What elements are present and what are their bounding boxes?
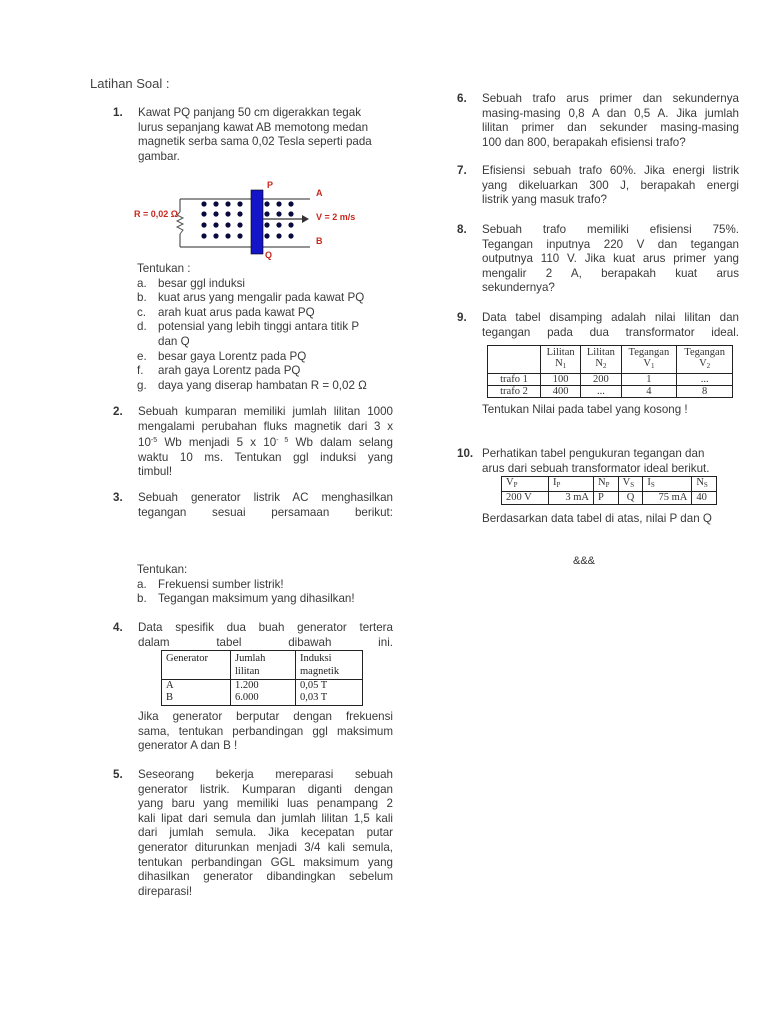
sub-item: c. arah kuat arus pada kawat PQ <box>137 305 315 319</box>
velocity-label: V = 2 m/s <box>316 212 356 222</box>
tentukan-label: Tentukan : <box>137 262 191 275</box>
table-cell: A <box>162 680 231 693</box>
magnetic-field-diagram <box>134 178 374 262</box>
table-cell: 1.200 <box>231 680 296 693</box>
question-number: 7. <box>457 164 467 177</box>
question-number: 2. <box>113 405 123 418</box>
question-8: 8. Sebuah trafo memiliki efisiensi 75%. Tegangan inputnya 220 V dan tegangan outputnya 110 V. Jika kuat arus primer yang mengalir 2 A, berapakah kuat arus sekundernya? <box>457 223 739 295</box>
resistor-label: R = 0,02 Ω <box>134 209 178 219</box>
q9-instruction: Tentukan Nilai pada tabel yang kosong ! <box>482 403 688 416</box>
question-number: 1. <box>113 106 123 119</box>
page-title: Latihan Soal : <box>90 76 170 91</box>
point-q-label: Q <box>265 250 273 260</box>
transformer-measurement-table <box>501 476 717 505</box>
sub-item: a. besar ggl induksi <box>137 276 246 290</box>
table-cell: trafo 1 <box>488 374 541 386</box>
table-cell: 4 <box>621 386 677 398</box>
table-cell: 40 <box>692 492 717 505</box>
question-6: 6. Sebuah trafo arus primer dan sekundernya masing-masing 0,8 A dan 0,5 A. Jika jumlah lilitan primer dan sekunder masing-masing 100 dan 800, berapakah efisiensi trafo? <box>457 92 739 149</box>
q1-line: gambar. <box>138 149 180 163</box>
table-cell: 100 <box>541 374 581 386</box>
question-10: 10. Perhatikan tabel pengukuran tegangan dan arus dari sebuah transformator ideal berikut. <box>457 447 710 475</box>
table-cell: 200 <box>581 374 621 386</box>
table-header <box>488 346 541 374</box>
question-number: 3. <box>113 491 123 504</box>
table-header: Tegangan V2 <box>677 346 733 374</box>
table-header: Lilitan N1 <box>541 346 581 374</box>
sub-item: a. Frekuensi sumber listrik! <box>137 577 284 591</box>
question-9: 9. Data tabel disamping adalah nilai lilitan dan tegangan pada dua transformator ideal. <box>457 311 739 339</box>
sub-item: b. Tegangan maksimum yang dihasilkan! <box>137 592 355 606</box>
transformer-table <box>487 345 733 398</box>
q1-line: Kawat PQ panjang 50 cm digerakkan tegak <box>138 106 361 119</box>
table-header: VS <box>618 477 643 492</box>
question-number: 10. <box>457 447 474 460</box>
question-3: 3. Sebuah generator listrik AC menghasilkan tegangan sesuai persamaan berikut: <box>113 491 393 519</box>
question-number: 6. <box>457 92 467 105</box>
table-cell: 1 <box>621 374 677 386</box>
question-number: 5. <box>113 768 123 781</box>
table-cell: P <box>594 492 619 505</box>
table-cell: ... <box>581 386 621 398</box>
sub-item: f. arah gaya Lorentz pada PQ <box>137 364 301 378</box>
table-header: Lilitan N2 <box>581 346 621 374</box>
table-cell: 400 <box>541 386 581 398</box>
table-cell: 75 mA <box>643 492 692 505</box>
table-cell: 200 V <box>502 492 549 505</box>
point-b-label: B <box>316 236 323 246</box>
table-cell: ... <box>677 374 733 386</box>
question-2: 2. Sebuah kumparan memiliki jumlah lilitan 1000 mengalami perubahan fluks magnetik dari 3 x $10^{-5}$ Wb menjadi 5 x $10^{- 5}$ Wb dalam selang waktu 10 ms. Tentukan ggl induksi yang timbul! <box>113 405 394 479</box>
table-header: IP <box>549 477 594 492</box>
question-5: 5. Seseorang bekerja mereparasi sebuah generator listrik. Kumparan diganti dengan yang baru yang memiliki luas penampang 2 kali lipat dari semula dan jumlah lilitan 1,5 kali dari jumlah semula. Jika kecepatan putar generator diturunkan menjadi 3/4 kali semula, tentukan perbandingan GGL maksimum yang dihasilkan generator dibandingkan sebelum direparasi! <box>113 768 393 898</box>
sub-item: e. besar gaya Lorentz pada PQ <box>137 349 307 363</box>
table-cell: 0,03 T <box>296 692 363 706</box>
table-cell: 0,05 T <box>296 680 363 693</box>
sub-item: g. daya yang diserap hambatan R = 0,02 Ω <box>137 378 367 392</box>
point-a-label: A <box>316 188 323 198</box>
table-header: Induksi magnetik <box>296 651 363 680</box>
table-header: Tegangan V1 <box>621 346 677 374</box>
q3-subquestions <box>137 563 407 607</box>
table-cell: trafo 2 <box>488 386 541 398</box>
point-p-label: P <box>267 180 274 190</box>
table-cell: 3 mA <box>549 492 594 505</box>
table-header: IS <box>643 477 692 492</box>
q1-line: magnetik serba sama 0,02 Tesla seperti pada <box>138 135 372 149</box>
question-number: 4. <box>113 621 123 634</box>
question-1 <box>113 106 395 164</box>
table-header: Generator <box>162 651 231 680</box>
table-cell: 6.000 <box>231 692 296 706</box>
table-header: NS <box>692 477 717 492</box>
tentukan-label: Tentukan: <box>137 563 188 576</box>
sub-item: d. potensial yang lebih tinggi antara titik P dan Q <box>137 320 360 348</box>
q1-subquestions <box>137 262 407 393</box>
table-cell: 8 <box>677 386 733 398</box>
question-7: 7. Efisiensi sebuah trafo 60%. Jika energi listrik yang dikeluarkan 300 J, berapakah energi listrik yang masuk trafo? <box>457 164 739 207</box>
table-cell: Q <box>618 492 643 505</box>
end-mark: &&& <box>573 555 596 567</box>
table-header: Jumlah lilitan <box>231 651 296 680</box>
sub-item: b. kuat arus yang mengalir pada kawat PQ <box>137 291 365 305</box>
table-cell: B <box>162 692 231 706</box>
question-4: 4. Data spesifik dua buah generator tertera dalam tabel dibawah ini. <box>113 621 393 649</box>
table-header: NP <box>594 477 619 492</box>
q1-line: lurus sepanjang kawat AB memotong medan <box>138 120 369 134</box>
table-header: VP <box>502 477 549 492</box>
question-number: 8. <box>457 223 467 236</box>
q4-followup: Jika generator berputar dengan frekuensi sama, tentukan perbandingan ggl maksimum generator A dan B ! <box>138 710 393 753</box>
generator-table <box>161 650 363 706</box>
q10-instruction: Berdasarkan data tabel di atas, nilai P dan Q <box>482 512 712 525</box>
question-number: 9. <box>457 311 467 324</box>
